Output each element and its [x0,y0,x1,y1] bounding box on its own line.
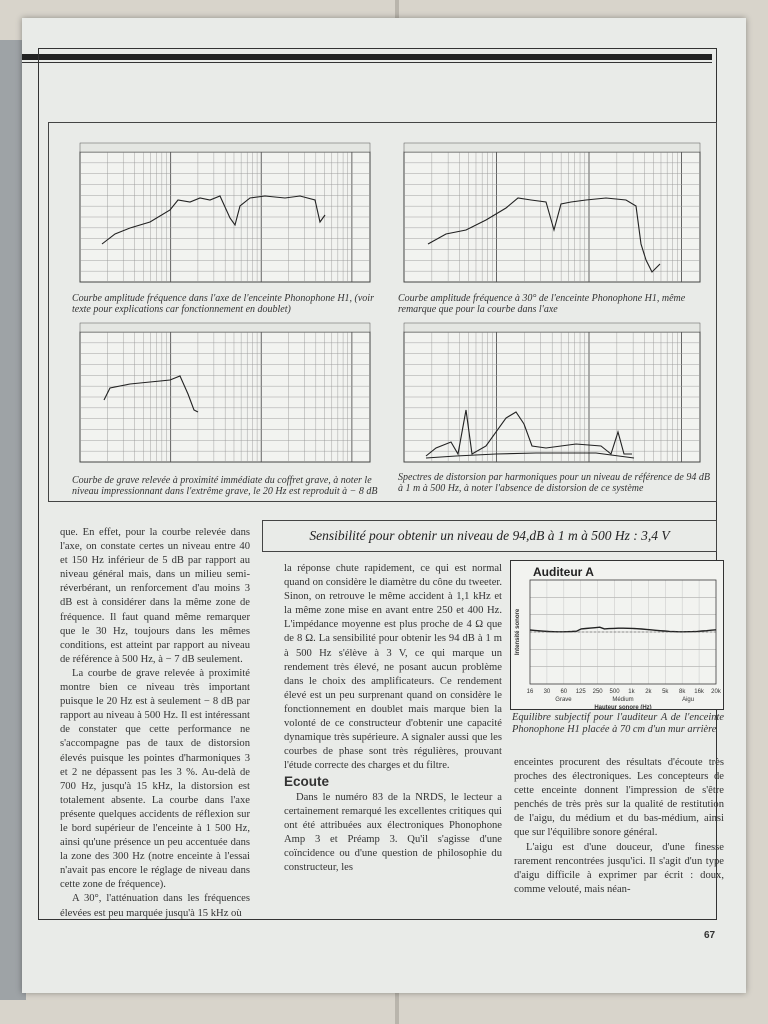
x-tick-label: 20k [711,689,721,695]
col1-paragraph-3: A 30°, l'atténuation dans les fréquences élevées est peu marquée jusqu'à 15 kHz où [60,893,250,919]
column-2 [284,562,502,875]
caption-chart5: Equilibre subjectif pour l'auditeur A de l'enceinte Phonophone H1 placée à 70 cm d'un mur arrière [512,712,724,735]
bass-response-chart [70,320,378,470]
sensitivity-headline: Sensibilité pour obtenir un niveau de 94,dB à 1 m à 500 Hz : 3,4 V [262,520,717,552]
col1-paragraph-1: que. En effet, pour la courbe relevée dans l'axe, on constate certes un niveau entre 40 et 150 Hz inférieur de 5 dB par rapport au niveau général mais, dans un milieu semi-réverbérant, un renforcement d'au moins 3 dB est à considérer dans la même zone de fréquence. Il faut quand même remarquer que le 30 Hz, toujours dans les mêmes conditions, est atteint par rapport au niveau de référence à 500 Hz, à − 7 dB seulement. [60,527,250,665]
x-axis-label: Hauteur sonore (Hz) [594,705,652,710]
chart-svg [396,140,708,290]
chart-svg [70,140,378,290]
y-axis-label: Intensité sonore [515,608,521,656]
frequency-response-30deg-chart [396,140,708,290]
x-tick-label: 30 [543,689,551,695]
x-tick-label: 500 [609,689,620,695]
x-tick-label: 1k [628,689,635,695]
section-title-ecoute: Ecoute [284,774,330,790]
caption-chart1: Courbe amplitude fréquence dans l'axe de l'enceinte Phonophone H1, (voir texte pour explications car fonctionnement en doublet) [72,293,374,315]
x-tick-label: 2k [645,689,652,695]
grid-header-strip [404,143,700,152]
frequency-response-axis-chart [70,140,378,290]
col2-paragraph-2: Dans le numéro 83 de la NRDS, le lecteur a certainement remarqué les excellentes critiques qui ont été attribuées aux électroniques Phonophone Amp 3 et Préamp 3. Qu'il s'agisse d'une coïncidence ou d'une question de philosophie du constructeur, les [284,791,502,873]
page-number: 67 [704,930,716,941]
x-tick-label: 125 [575,689,586,695]
col1-paragraph-2: La courbe de grave relevée à proximité montre bien ce niveau très important puisque le 20 Hz est à seulement − 8 dB par rapport au niveau à 500 Hz. Il est intéressant de constater que cette performance ne s'accompagne pas de taux de distorsion élevés puisque les pointes d'harmoniques 3 et 2 ne dépassent pas les 3 %. Au-delà de 700 Hz, jusqu'à 15 kHz, la distorsion est totalement absente. La courbe dans l'axe présente quelques accidents de réflexion sur le bord supérieur de l'enceinte à 1 500 Hz, ainsi qu'une présence un peu accentuée dans la zone des 300 Hz (notre enceinte à l'essai n'avait pas encore le réglage de niveau dans cette zone de fréquence). [60,667,250,891]
column-1 [60,526,250,921]
region-label: Médium [612,697,634,703]
col2-paragraph-1: la réponse chute rapidement, ce qui est normal quand on considère le diamètre du cône du tweeter. Sinon, on retrouve le même accident à 1,1 kHz et la même zone mise en avant entre 250 et 400 Hz. L'impédance moyenne est plus proche de 4 Ω que de 8 Ω. La sensibilité pour obtenir les 94 dB à 1 m à 500 Hz s'élève à 3 V, ce qui marque un rendement très élevé, ne posant aucun problème dans le choix des amplificateurs. Ce rendement élevé est un peu surprenant quand on considère le fonctionnement en doublet mais marque bien la volonté de ce constructeur d'obtenir une capacité dynamique très supérieure. A signaler aussi que les courbes de phase sont très régulières, prouvant l'étude correcte des charges et du filtre. [284,563,502,772]
x-tick-label: 5k [662,689,669,695]
balance-chart-frame [511,561,724,710]
x-tick-label: 16k [694,689,704,695]
x-tick-label: 250 [592,689,603,695]
chart-svg [396,320,708,470]
grid-header-strip [404,323,700,332]
x-tick-label: 8k [679,689,686,695]
grid-header-strip [80,323,370,332]
grid-header-strip [80,143,370,152]
distortion-spectrum-chart [396,320,708,470]
caption-chart4: Spectres de distorsion par harmoniques pour un niveau de référence de 94 dB à 1 m à 500 Hz, à noter l'absence de distorsion de ce système [398,472,710,494]
chart-svg [510,560,724,710]
x-tick-label: 16 [526,689,534,695]
region-label: Aigu [682,697,695,703]
caption-chart2: Courbe amplitude fréquence à 30° de l'enceinte Phonophone H1, même remarque que pour la courbe dans l'axe [398,293,686,315]
column-3 [514,756,724,897]
subjective-balance-chart [510,560,724,710]
caption-chart3: Courbe de grave relevée à proximité immédiate du coffret grave, à noter le niveau impressionnant dans l'extrême grave, le 20 Hz est reproduit à − 8 dB [72,475,378,497]
region-label: Grave [555,697,572,703]
chart-svg [70,320,378,470]
balance-chart-title: Auditeur A [533,565,594,579]
x-tick-label: 60 [560,689,568,695]
col3-paragraph-1: enceintes procurent des résultats d'écoute très proches des électroniques. Les concepteurs de cette enceinte donnent l'impression de s'être penchés de très près sur la qualité de restitution de l'aigu, du médium et du bas-médium, ainsi que sur l'équilibre sonore général. [514,757,724,839]
col3-paragraph-2: L'aigu est d'une douceur, d'une finesse rarement rencontrées jusqu'ici. Il s'agit d'un type d'aigu difficile à exprimer par écrit : doux, comme velouté, mais néan- [514,841,724,895]
